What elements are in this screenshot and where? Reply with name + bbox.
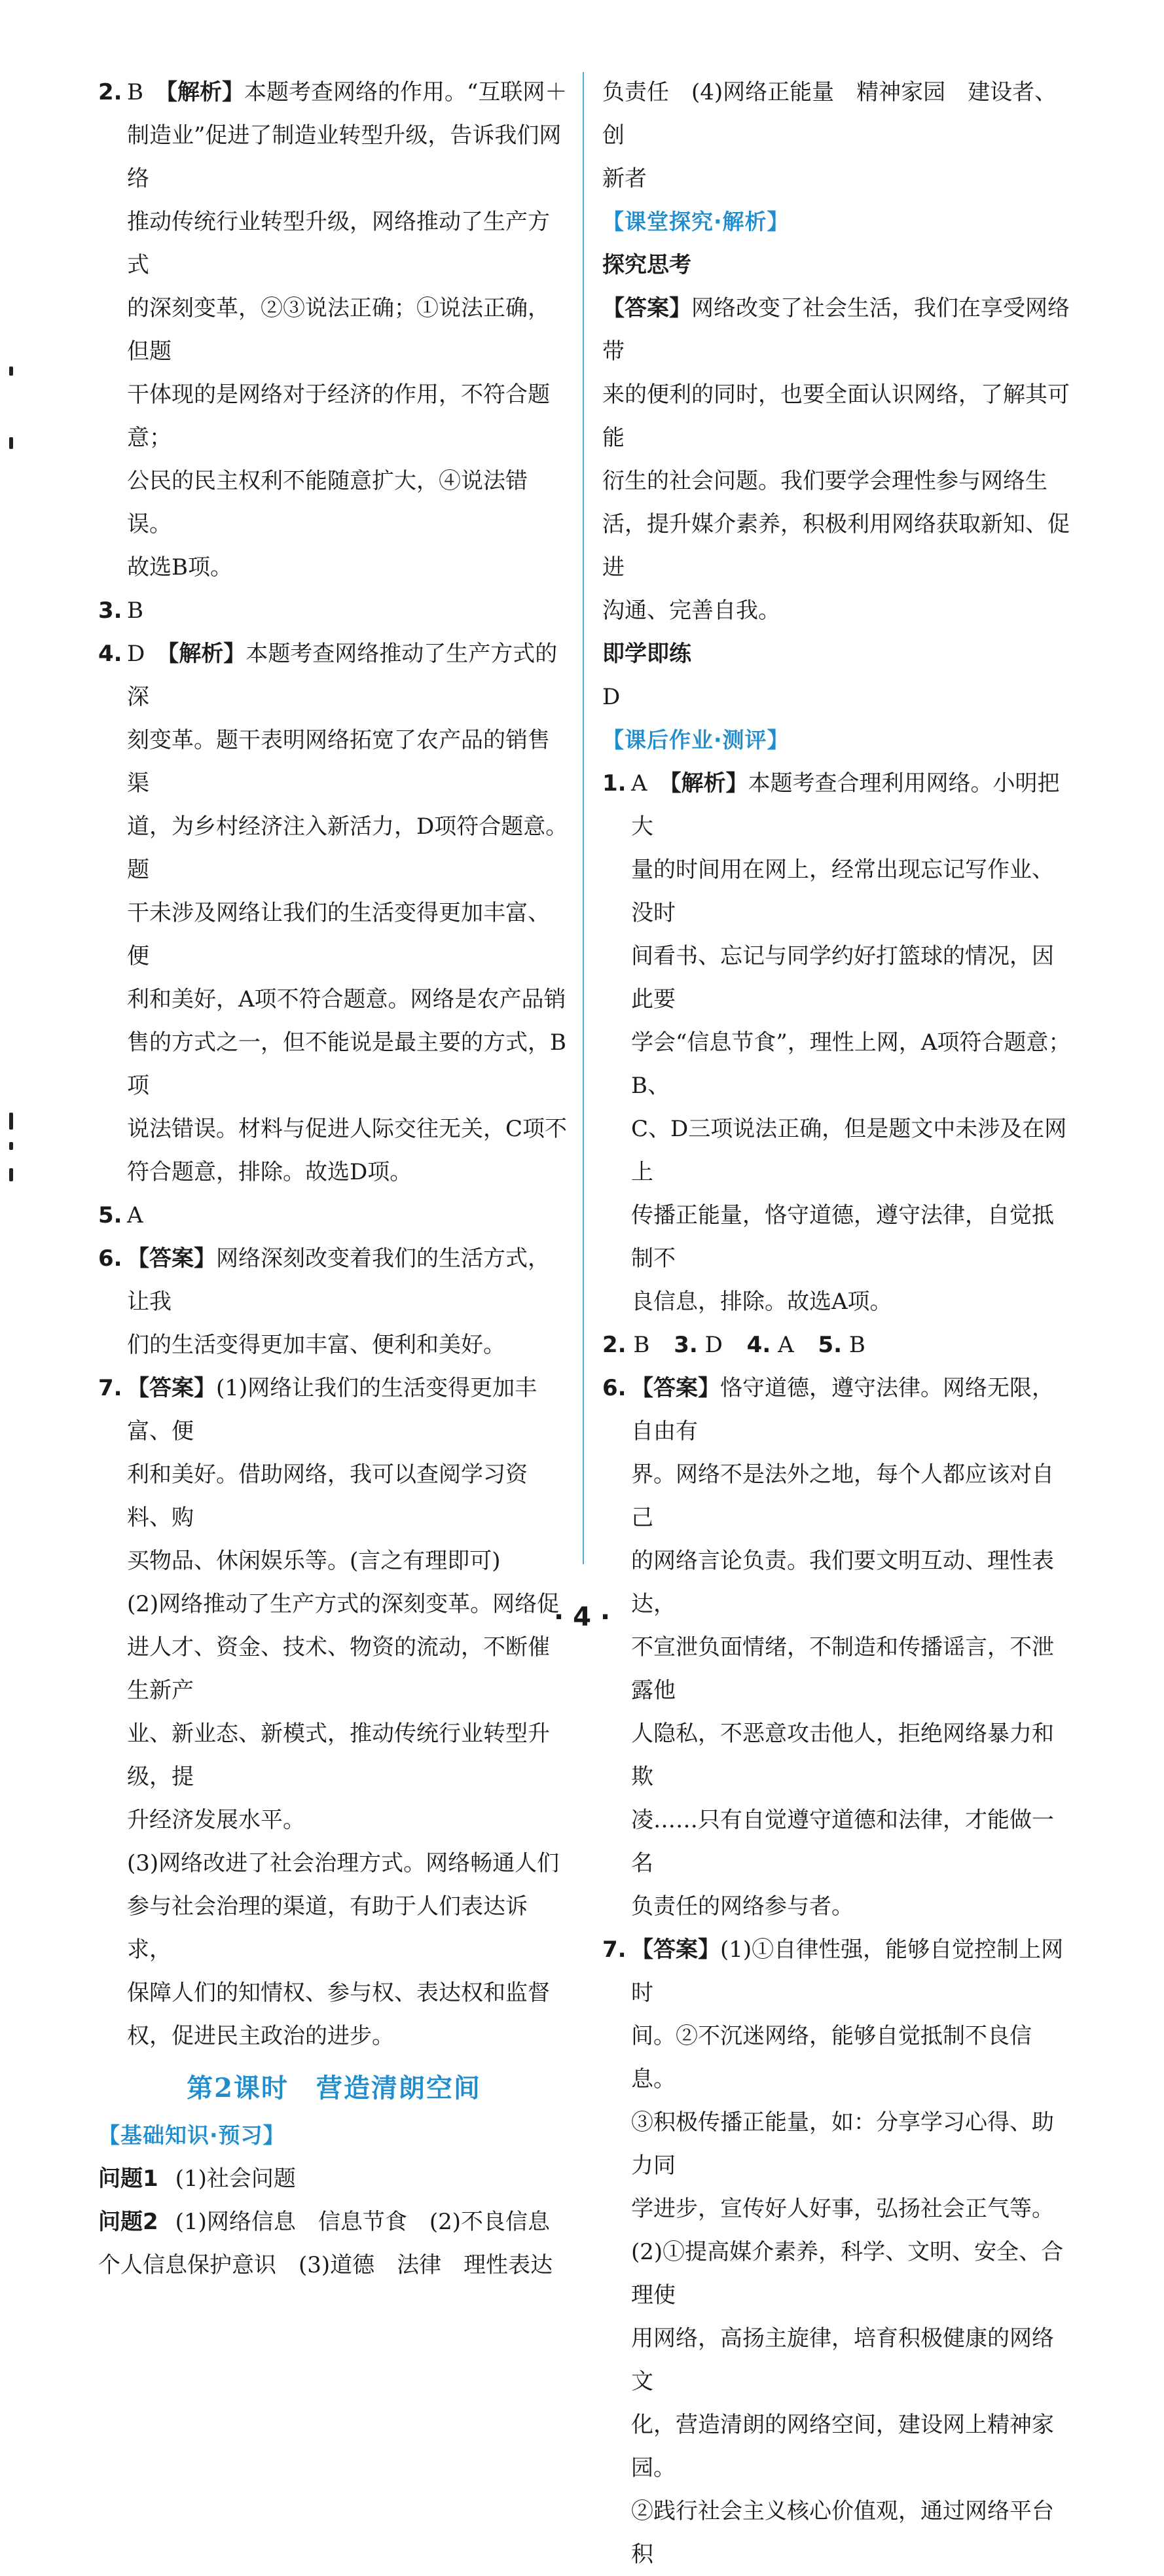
scan-mark <box>9 437 13 449</box>
item-line: 衍生的社会问题。我们要学会理性参与网络生 <box>602 468 1047 494</box>
item-line: 保障人们的知情权、参与权、表达权和监督 <box>127 1980 550 2006</box>
item-line: 制造业”促进了制造业转型升级，告诉我们网络 <box>127 122 562 192</box>
practice-answer: D <box>602 684 621 710</box>
homework-item-1 <box>602 762 1074 848</box>
item-line: 良信息，排除。故选A项。 <box>631 1289 892 1315</box>
item-line: 道，为乡村经济注入新活力，D项符合题意。题 <box>127 814 568 883</box>
analysis-tag: 【解析】 <box>155 79 244 105</box>
answer-tag: 【答案】 <box>631 1375 720 1401</box>
item-line: 不宣泄负面情绪，不制造和传播谣言，不泄露他 <box>631 1634 1054 1704</box>
item-line: (2)网络推动了生产方式的深刻变革。网络促 <box>127 1591 560 1617</box>
scan-mark <box>9 1142 13 1150</box>
answer-letter: A <box>778 1332 794 1358</box>
item-line: 界。网络不是法外之地，每个人都应该对自己 <box>631 1461 1054 1531</box>
item-line: 升经济发展水平。 <box>127 1807 305 1833</box>
item-number: 3. <box>98 598 122 624</box>
item-line: 的网络言论负责。我们要文明互动、理性表达， <box>631 1548 1054 1617</box>
practice-label: 即学即练 <box>602 641 691 667</box>
question-text: (1)网络信息 信息节食 (2)不良信息 <box>175 2209 550 2235</box>
item-line: 利和美好。借助网络，我可以查阅学习资料、购 <box>127 1461 528 1531</box>
item-line: 权，促进民主政治的进步。 <box>127 2023 394 2049</box>
item-text: 本题考查网络推动了生产方式的深 <box>127 641 558 710</box>
item-line: 学进步，宣传好人好事，弘扬社会正气等。 <box>631 2196 1054 2222</box>
question-1-line <box>98 2157 570 2200</box>
question-label: 问题1 <box>98 2166 158 2192</box>
item-number: 6. <box>98 1245 122 1272</box>
answer-item-2 <box>98 71 570 114</box>
item-line: 说法错误。材料与促进人际交往无关，C项不 <box>127 1116 568 1142</box>
answer-letter: B <box>127 598 143 624</box>
question-2-line <box>98 2200 570 2244</box>
item-line: 量的时间用在网上，经常出现忘记写作业、没时 <box>631 857 1054 926</box>
item-line: 间。②不沉迷网络，能够自觉抵制不良信息。 <box>631 2023 1032 2092</box>
item-line: 参与社会治理的渠道，有助于人们表达诉求， <box>127 1893 528 1963</box>
item-line: 的深刻变革，②③说法正确；①说法正确，但题 <box>127 295 550 365</box>
lesson-title: 第2课时 营造清朗空间 <box>187 2073 481 2103</box>
item-text: 恪守道德，遵守法律。网络无限，自由有 <box>631 1375 1054 1444</box>
item-line: 负责任的网络参与者。 <box>631 1893 854 1920</box>
item-line: 公民的民主权利不能随意扩大，④说法错误。 <box>127 468 528 537</box>
homework-items-2-5 <box>602 1323 1074 1367</box>
item-number: 3. <box>674 1332 698 1358</box>
item-number: 6. <box>602 1375 627 1401</box>
item-line: 业、新业态、新模式，推动传统行业转型升级，提 <box>127 1721 550 1790</box>
item-text: 本题考查网络的作用。“互联网＋ <box>244 79 568 105</box>
answer-tag: 【答案】 <box>127 1245 216 1272</box>
item-number: 2. <box>98 79 122 105</box>
item-line: 活，提升媒介素养，积极利用网络获取新知、促进 <box>602 511 1070 581</box>
item-line: 间看书、忘记与同学约好打篮球的情况，因此要 <box>631 943 1054 1012</box>
item-line: 人隐私，不恶意攻击他人，拒绝网络暴力和欺 <box>631 1721 1054 1790</box>
answer-letter: B <box>127 79 143 105</box>
question-text: (1)社会问题 <box>175 2166 296 2192</box>
question-label: 问题2 <box>98 2209 158 2235</box>
item-number: 5. <box>98 1202 122 1228</box>
item-line: 化，营造清朗的网络空间，建设网上精神家园。 <box>631 2412 1054 2481</box>
item-line: ②践行社会主义核心价值观，通过网络平台积 <box>631 2498 1054 2567</box>
item-line: 传播正能量，恪守道德，遵守法律，自觉抵制不 <box>631 1202 1054 1272</box>
explore-label: 探究思考 <box>602 252 691 278</box>
item-line: (2)①提高媒介素养，科学、文明、安全、合理使 <box>631 2239 1064 2308</box>
item-line: 用网络，高扬主旋律，培育积极健康的网络文 <box>631 2325 1054 2395</box>
item-line: 们的生活变得更加丰富、便利和美好。 <box>127 1332 505 1358</box>
analysis-tag: 【解析】 <box>156 641 246 667</box>
item-number: 7. <box>98 1375 122 1401</box>
item-line: 来的便利的同时，也要全面认识网络，了解其可能 <box>602 382 1070 451</box>
scan-mark <box>9 367 13 376</box>
item-line: 符合题意，排除。故选D项。 <box>127 1159 412 1185</box>
scan-mark <box>9 1113 13 1130</box>
scan-mark <box>9 1168 13 1181</box>
answer-letter: B <box>848 1332 865 1358</box>
question-2-cont: 个人信息保护意识 (3)道德 法律 理性表达 <box>98 2252 553 2278</box>
item-number: 2. <box>602 1332 627 1358</box>
item-number: 1. <box>602 770 627 796</box>
page-number: · 4 · <box>553 1602 611 1632</box>
item-line: 刻变革。题干表明网络拓宽了农产品的销售渠 <box>127 727 550 796</box>
homework-item-6 <box>602 1367 1074 1453</box>
item-line: 利和美好，A项不符合题意。网络是农产品销 <box>127 986 566 1012</box>
section-basic-knowledge: 【基础知识·预习】 <box>98 2122 285 2148</box>
item-number: 5. <box>818 1332 843 1358</box>
item-line: 进人才、资金、技术、物资的流动，不断催生新产 <box>127 1634 550 1704</box>
item-number: 7. <box>602 1937 627 1963</box>
answer-item-6 <box>98 1237 570 1323</box>
homework-item-7 <box>602 1928 1074 2014</box>
answer-tag: 【答案】 <box>127 1375 216 1401</box>
item-line: C、D三项说法正确，但是题文中未涉及在网上 <box>631 1116 1067 1185</box>
answer-tag: 【答案】 <box>631 1937 720 1963</box>
explore-answer <box>602 287 1074 373</box>
item-line: 干未涉及网络让我们的生活变得更加丰富、便 <box>127 900 550 969</box>
column-divider <box>583 72 584 1564</box>
answer-item-4 <box>98 632 570 719</box>
section-class-explore: 【课堂探究·解析】 <box>602 209 790 234</box>
item-number: 4. <box>98 641 122 667</box>
answer-letter: D <box>127 641 145 667</box>
item-line: (3)网络改进了社会治理方式。网络畅通人们 <box>127 1850 560 1876</box>
item-line: 沟通、完善自我。 <box>602 598 780 624</box>
continued-line: 新者 <box>602 166 647 192</box>
item-line: 买物品、休闲娱乐等。(言之有理即可) <box>127 1548 501 1574</box>
item-line: 故选B项。 <box>127 554 232 581</box>
item-text: 网络深刻改变着我们的生活方式，让我 <box>127 1245 550 1315</box>
section-homework: 【课后作业·测评】 <box>602 727 790 753</box>
left-column <box>98 71 570 2287</box>
answer-tag: 【答案】 <box>602 295 691 321</box>
item-line: 干体现的是网络对于经济的作用，不符合题意； <box>127 382 550 451</box>
answer-letter: B <box>633 1332 650 1358</box>
continued-line: 负责任 (4)网络正能量 精神家园 建设者、创 <box>602 79 1057 149</box>
right-column <box>602 71 1074 2576</box>
answer-letter: D <box>704 1332 723 1358</box>
answer-item-7 <box>98 1367 570 1453</box>
item-line: 学会“信息节食”，理性上网，A项符合题意；B、 <box>631 1029 1071 1099</box>
item-text: (1)网络让我们的生活变得更加丰富、便 <box>127 1375 537 1444</box>
item-line: 推动传统行业转型升级，网络推动了生产方式 <box>127 209 550 278</box>
answer-item-3 <box>98 589 570 632</box>
analysis-tag: 【解析】 <box>659 770 748 796</box>
item-line: ③积极传播正能量，如：分享学习心得、助力同 <box>631 2109 1054 2179</box>
item-line: 售的方式之一，但不能说是最主要的方式，B项 <box>127 1029 566 1099</box>
answer-item-5 <box>98 1194 570 1237</box>
item-line: 凌……只有自觉遵守道德和法律，才能做一名 <box>631 1807 1054 1876</box>
answer-letter: A <box>631 770 647 796</box>
item-text: 本题考查合理利用网络。小明把大 <box>631 770 1060 840</box>
item-text: 网络改变了社会生活，我们在享受网络带 <box>602 295 1070 365</box>
item-number: 4. <box>746 1332 771 1358</box>
item-text: (1)①自律性强，能够自觉控制上网时 <box>631 1937 1064 2006</box>
answer-letter: A <box>127 1202 143 1228</box>
